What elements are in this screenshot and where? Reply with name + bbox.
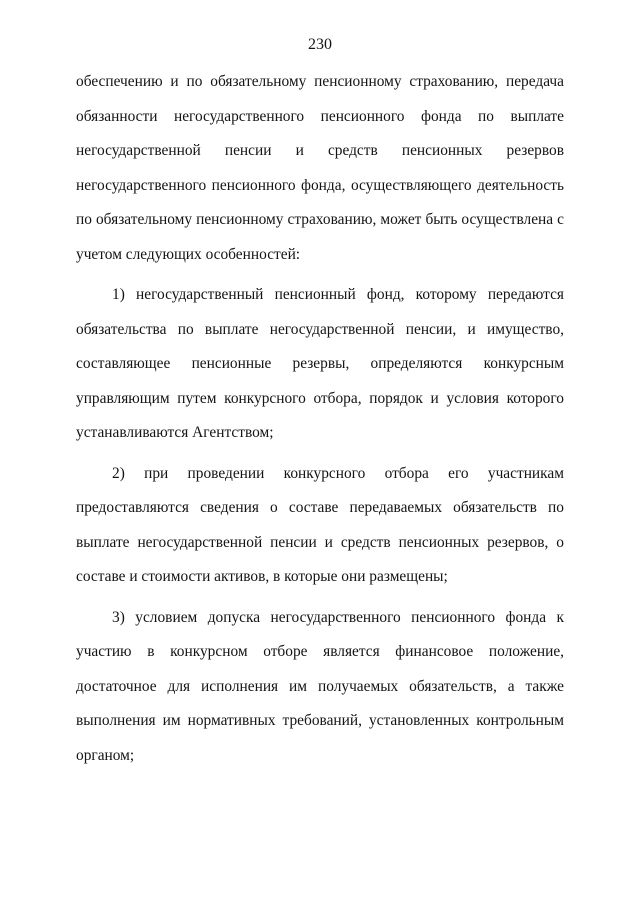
text-line: выплате негосударственной пенсии и средств пенсионных резервов, о [76,533,564,551]
text-line: 3) условием допуска негосударственного пенсионного фонда к [112,608,564,626]
text-line: негосударственной пенсии и средств пенсионных резервов [76,142,564,159]
text-line: управляющим путем конкурсного отбора, порядок и условия которого [76,389,564,407]
text-line: учетом следующих особенностей: [76,245,301,263]
text-line: устанавливаются Агентством; [76,424,274,441]
page-number: 230 [308,36,332,53]
text-line: достаточное для исполнения им получаемых обязательств, а также [76,677,564,695]
text-line: составе и стоимости активов, в которые они размещены; [76,568,448,585]
text-line: 1) негосударственный пенсионный фонд, которому передаются [112,286,564,303]
text-line: участию в конкурсном отборе является финансовое положение, [76,643,564,660]
paragraph-item-1 [76,283,564,456]
text-line: негосударственного пенсионного фонда, осуществляющего деятельность [76,176,564,194]
text-line: выполнения им нормативных требований, установленных контрольным [76,712,564,729]
text-line: обязательства по выплате негосударственной пенсии, и имущество, [76,320,564,338]
text-line: составляющее пенсионные резервы, определяются конкурсным [76,355,564,372]
text-line: предоставляются сведения о составе передаваемых обязательств по [76,499,564,516]
paragraph-item-2 [76,462,564,600]
document-body [76,70,564,778]
text-line: обеспечению и по обязательному пенсионному страхованию, передача [76,73,564,90]
text-line: 2) при проведении конкурсного отбора его участникам [112,464,564,482]
text-line: органом; [76,746,135,764]
paragraph-item-3 [76,606,564,779]
text-line: обязанности негосударственного пенсионного фонда по выплате [76,107,564,125]
text-line: по обязательному пенсионному страхованию, может быть осуществлена с [76,211,564,228]
paragraph-intro [76,70,564,277]
